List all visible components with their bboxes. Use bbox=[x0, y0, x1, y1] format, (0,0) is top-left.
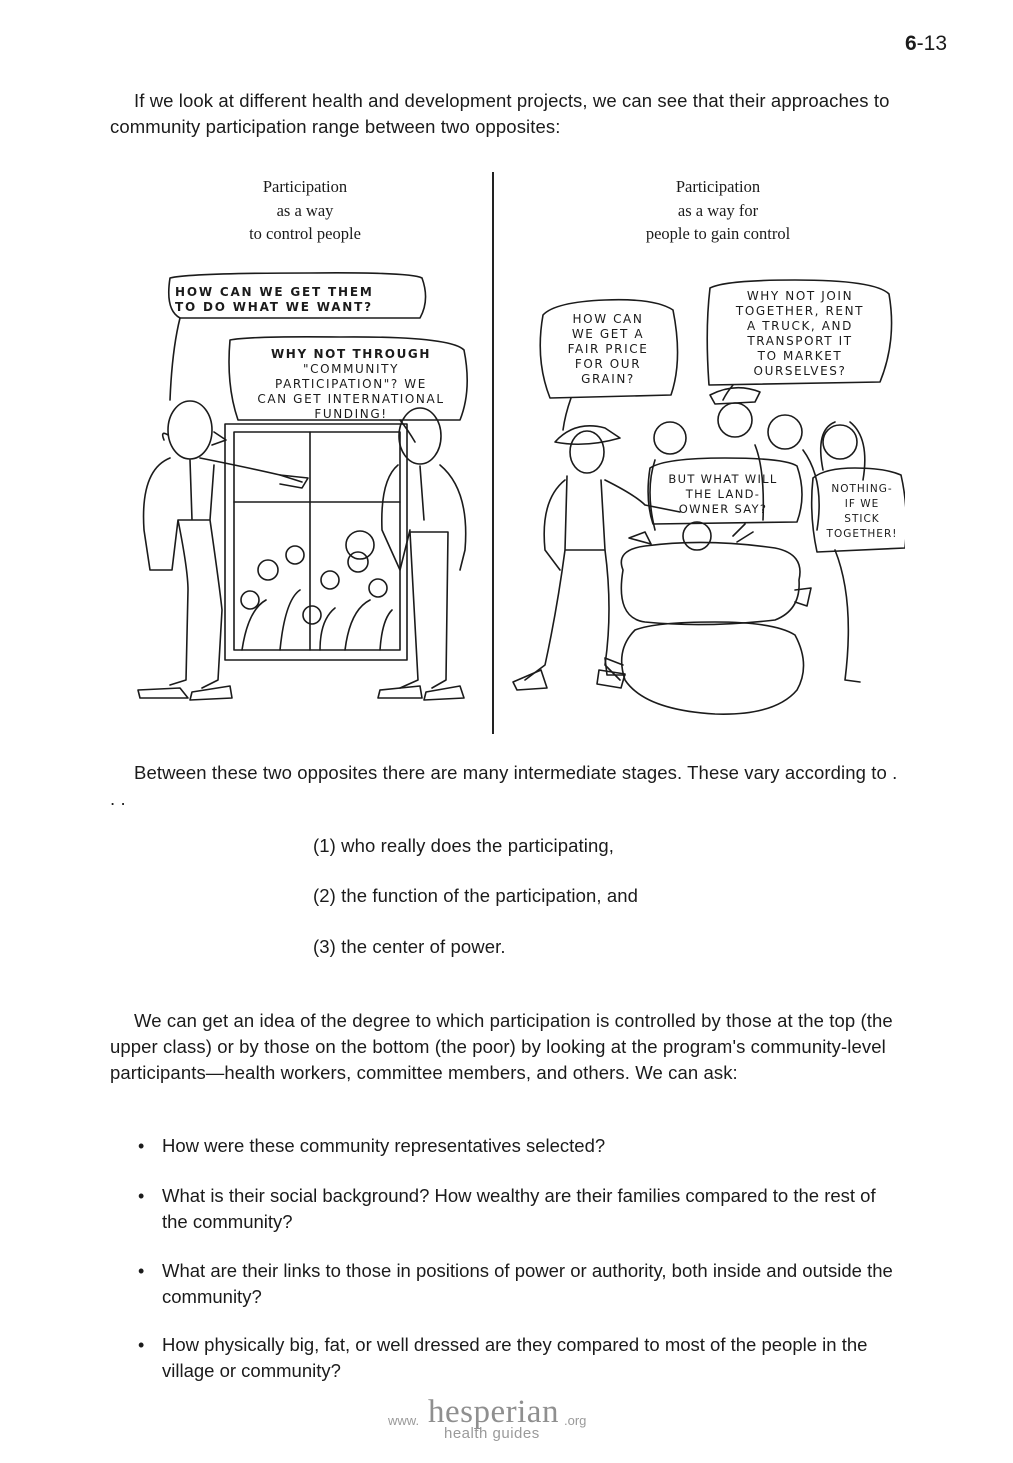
bullet-icon: • bbox=[138, 1136, 145, 1156]
right-bubble-1-text: HOW CAN WE GET A FAIR PRICE FOR OUR GRAIN? bbox=[567, 312, 649, 386]
right-bubble-2-text: WHY NOT JOIN TOGETHER, RENT A TRUCK, AND TRANSPORT IT TO MARKET OURSELVES? bbox=[735, 289, 865, 378]
question-1: • How were these community representatives selected? bbox=[138, 1133, 898, 1159]
logo-tagline: health guides bbox=[444, 1425, 540, 1442]
right-caption: Participation as a way for people to gain control bbox=[645, 177, 791, 243]
between-paragraph: Between these two opposites there are many intermediate stages. These vary according to . . . bbox=[110, 762, 898, 809]
left-bubble-2-text: WHY NOT THROUGH "COMMUNITY PARTICIPATION"? WE CAN GET INTERNATIONAL FUNDING! bbox=[257, 347, 445, 421]
criterion-2: (2) the function of the participation, and bbox=[313, 885, 639, 906]
bullet-icon: • bbox=[138, 1186, 145, 1206]
left-man-head bbox=[168, 401, 212, 459]
hesperian-logo[interactable] bbox=[388, 1396, 628, 1446]
logo-brand: hesperian bbox=[428, 1394, 559, 1430]
degree-paragraph: We can get an idea of the degree to which participation is controlled by those at the top (the upper class) or by those on the bottom (the poor) by looking at the program's community-level participants—health workers, committee members, and others. We can ask: bbox=[110, 1010, 893, 1083]
question-2: • What is their social background? How wealthy are their families compared to the rest of the community? bbox=[138, 1185, 876, 1232]
window bbox=[225, 424, 407, 660]
right-bubble-4-text: NOTHING- IF WE STICK TOGETHER! bbox=[826, 483, 898, 540]
criterion-3: (3) the center of power. bbox=[313, 936, 506, 957]
question-4: • How physically big, fat, or well dressed are they compared to most of the people in the village or community? bbox=[138, 1334, 868, 1381]
right-bubble-3-text: BUT WHAT WILL THE LAND- OWNER SAY? bbox=[668, 472, 778, 516]
bullet-icon: • bbox=[138, 1335, 145, 1355]
bullet-icon: • bbox=[138, 1261, 145, 1281]
logo-org: .org bbox=[564, 1413, 587, 1428]
page-number: 6-13 bbox=[904, 32, 947, 55]
criterion-1: (1) who really does the participating, bbox=[313, 835, 614, 856]
grain-sack-bottom bbox=[622, 622, 804, 714]
left-bubble-1-text: HOW CAN WE GET THEM TO DO WHAT WE WANT? bbox=[175, 285, 374, 314]
logo-www: www. bbox=[388, 1413, 420, 1428]
left-illustration bbox=[130, 270, 475, 720]
left-caption: Participation as a way to control people bbox=[249, 177, 361, 243]
intro-paragraph: If we look at different health and development projects, we can see that their approaches to community participation range between two opposites: bbox=[110, 90, 890, 137]
question-3: • What are their links to those in positions of power or authority, both inside and outside the community? bbox=[138, 1260, 893, 1307]
grain-sack-top bbox=[621, 542, 800, 624]
column-divider bbox=[492, 172, 494, 734]
